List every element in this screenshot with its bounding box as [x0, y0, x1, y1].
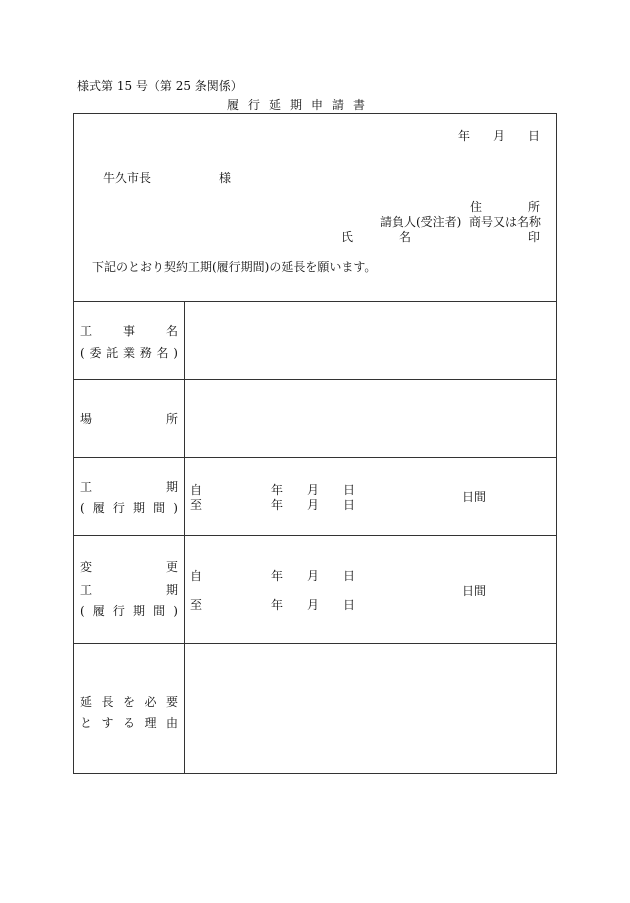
period-from-label: 自	[190, 483, 203, 497]
work-name-label: 工 事 名	[80, 324, 178, 338]
period-to-year: 年	[271, 498, 284, 512]
period-from-month: 月	[307, 483, 320, 497]
changed-to-label: 至	[190, 598, 203, 612]
changed-from-day: 日	[343, 569, 356, 583]
date-day-label: 日	[527, 129, 540, 143]
work-name-sublabel: ( 委 託 業 務 名 )	[80, 346, 178, 360]
seal-mark: 印	[528, 230, 541, 244]
changed-from-year: 年	[271, 569, 284, 583]
name-label: 氏 名	[341, 230, 411, 244]
changed-period-sublabel: ( 履 行 期 間 )	[80, 604, 178, 618]
addressee-name: 牛久市長	[103, 171, 152, 185]
reason-label-line1: 延 長 を 必 要	[80, 695, 178, 709]
period-to-label: 至	[190, 498, 203, 512]
form-number: 様式第 15 号（第 25 条関係）	[77, 79, 243, 93]
address-label: 住 所	[470, 200, 540, 214]
request-statement: 下記のとおり契約工期(履行期間)の延長を願います。	[92, 260, 377, 274]
changed-days-label: 日間	[462, 584, 487, 598]
changed-label: 変 更	[80, 560, 178, 574]
period-days-label: 日間	[462, 490, 487, 504]
changed-to-month: 月	[307, 598, 320, 612]
row-divider	[73, 643, 557, 644]
period-from-day: 日	[343, 483, 356, 497]
period-to-month: 月	[307, 498, 320, 512]
location-label: 場 所	[80, 412, 178, 426]
period-sublabel: ( 履 行 期 間 )	[80, 501, 178, 515]
form-title: 履行延期申請書	[227, 98, 375, 112]
addressee-honorific: 様	[219, 171, 232, 185]
application-date	[458, 127, 540, 144]
row-divider	[73, 301, 557, 302]
column-divider	[184, 301, 185, 773]
reason-label-line2: と す る 理 由	[80, 716, 178, 730]
row-divider	[73, 457, 557, 458]
row-divider	[73, 379, 557, 380]
changed-to-year: 年	[271, 598, 284, 612]
company-label: 商号又は名称	[469, 215, 542, 229]
period-from-year: 年	[271, 483, 284, 497]
changed-to-day: 日	[343, 598, 356, 612]
changed-from-label: 自	[190, 569, 203, 583]
period-to-day: 日	[343, 498, 356, 512]
date-month-label: 月	[492, 129, 505, 143]
changed-period-label: 工 期	[80, 583, 178, 597]
changed-from-month: 月	[307, 569, 320, 583]
date-year-label: 年	[458, 129, 471, 143]
contractor-label: 請負人(受注者)	[380, 215, 462, 229]
row-divider	[73, 535, 557, 536]
period-label: 工 期	[80, 480, 178, 494]
